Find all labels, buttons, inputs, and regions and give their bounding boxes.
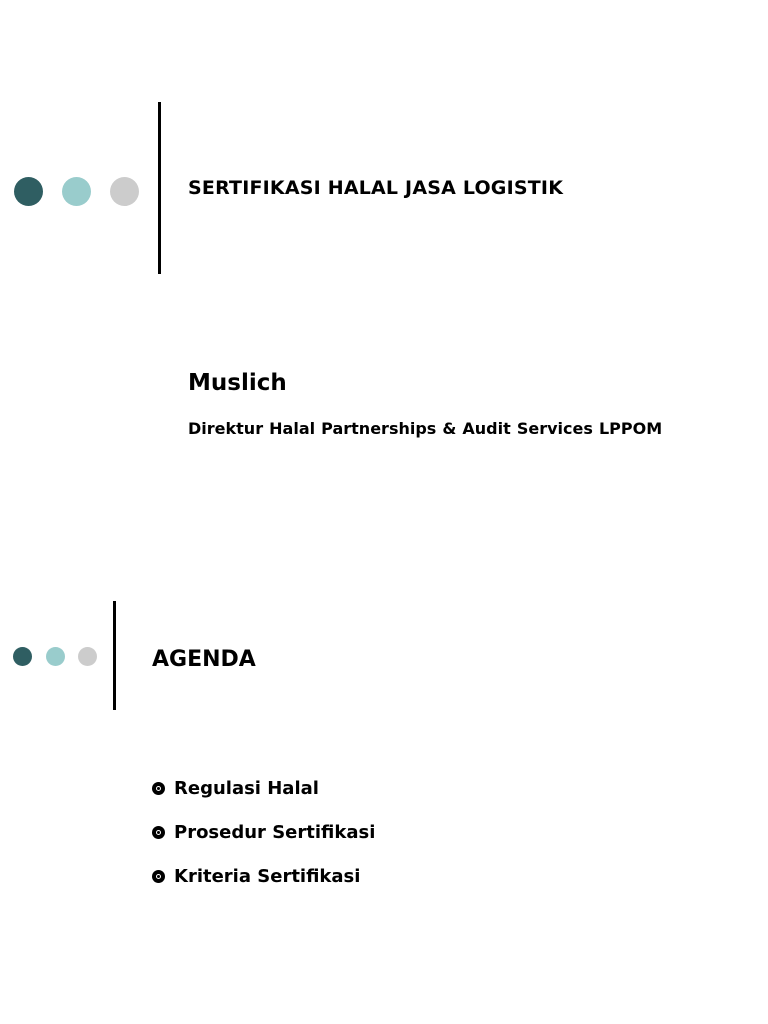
agenda-item-label: Regulasi Halal <box>174 777 319 799</box>
bullet-circle-icon <box>152 782 165 795</box>
vertical-divider <box>158 102 161 274</box>
agenda-item-label: Kriteria Sertifikasi <box>174 865 361 887</box>
teal-dot-icon <box>62 177 91 206</box>
presenter-name: Muslich <box>188 370 287 396</box>
agenda-title: AGENDA <box>152 647 256 672</box>
agenda-slide <box>0 512 768 1024</box>
list-item <box>152 854 375 898</box>
dark-dot-icon <box>13 647 32 666</box>
gray-dot-icon <box>110 177 139 206</box>
gray-dot-icon <box>78 647 97 666</box>
bullet-circle-icon <box>152 826 165 839</box>
vertical-divider <box>113 601 116 710</box>
teal-dot-icon <box>46 647 65 666</box>
slide-title: SERTIFIKASI HALAL JASA LOGISTIK <box>188 177 564 199</box>
agenda-list <box>152 766 375 898</box>
presenter-role: Direktur Halal Partnerships & Audit Services LPPOM <box>188 419 663 438</box>
bullet-circle-icon <box>152 870 165 883</box>
agenda-item-label: Prosedur Sertifikasi <box>174 821 376 843</box>
dark-dot-icon <box>14 177 43 206</box>
list-item <box>152 766 375 810</box>
list-item <box>152 810 375 854</box>
